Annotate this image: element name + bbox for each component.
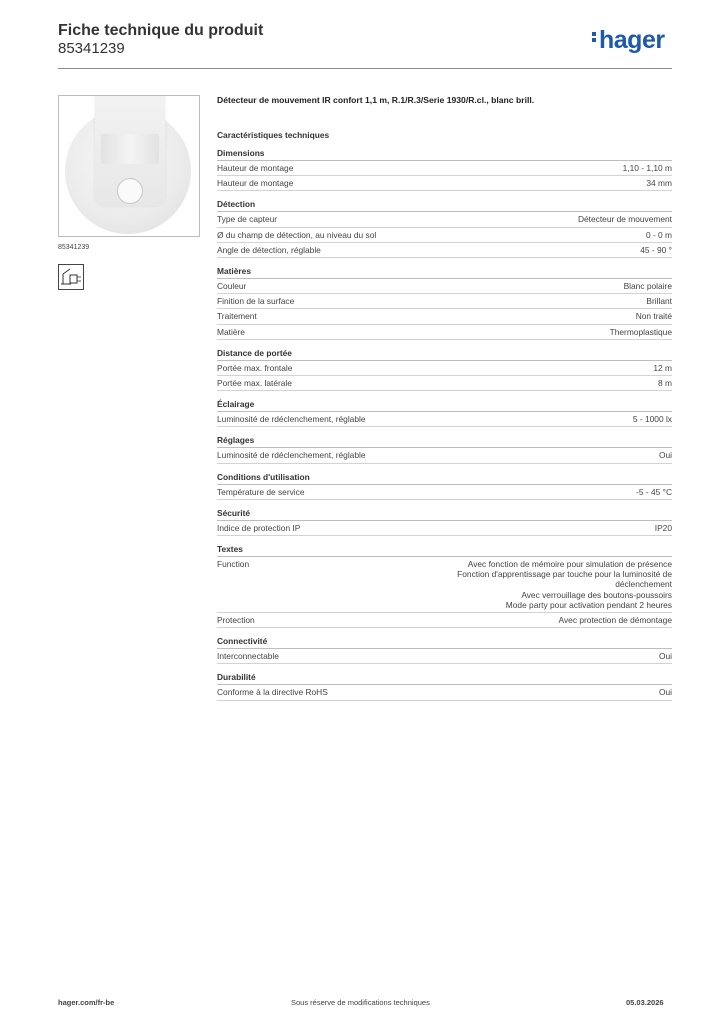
spec-row	[217, 294, 672, 309]
spec-value-line: Oui	[658, 450, 672, 461]
spec-row	[217, 325, 672, 340]
spec-value-line: Blanc polaire	[623, 281, 672, 292]
header-divider	[58, 68, 672, 69]
spec-label: Température de service	[217, 486, 305, 497]
spec-label: Hauteur de montage	[217, 163, 294, 173]
spec-value-line: Avec protection de démontage	[558, 615, 672, 626]
spec-label: Type de capteur	[217, 214, 278, 225]
spec-label: Matière	[217, 326, 245, 337]
spec-value-line: 34 mm	[646, 178, 672, 189]
spec-value-line: Fonction d'apprentissage par touche pour la luminosité de	[457, 569, 672, 580]
spec-label: Hauteur de montage	[217, 178, 294, 189]
logo-text: hager	[599, 26, 665, 54]
spec-value-line: -5 - 45 °C	[636, 486, 672, 497]
spec-value	[653, 363, 672, 373]
spec-value	[610, 327, 672, 337]
section-heading: Détection	[217, 199, 672, 212]
spec-value	[659, 687, 672, 697]
spec-label: Conforme à la directive RoHS	[217, 687, 328, 698]
spec-value-line: Non traité	[635, 311, 672, 322]
spec-row	[217, 485, 672, 500]
spec-value-line: 45 - 90 °	[640, 244, 672, 255]
spec-value-line: Oui	[658, 687, 672, 698]
spec-row	[217, 161, 672, 176]
product-number: 85341239	[58, 40, 125, 57]
spec-row	[217, 279, 672, 294]
spec-value	[578, 214, 672, 224]
spec-value-line: 12 m	[653, 362, 672, 373]
spec-label: Indice de protection IP	[217, 522, 301, 533]
section-heading: Textes	[217, 544, 672, 557]
section-heading: Distance de portée	[217, 348, 672, 361]
spec-heading: Caractéristiques techniques	[217, 130, 330, 140]
spec-label: Interconnectable	[217, 651, 279, 662]
spec-value-line: Avec verrouillage des boutons-poussoirs	[521, 589, 672, 600]
product-image-lens	[101, 134, 159, 164]
spec-row	[217, 613, 672, 628]
spec-row	[217, 412, 672, 427]
spec-value	[623, 163, 672, 173]
product-image	[58, 95, 200, 237]
footer-disclaimer: Sous réserve de modifications techniques	[291, 998, 430, 1007]
spec-value	[659, 651, 672, 661]
spec-label: Ø du champ de détection, au niveau du sol	[217, 229, 377, 240]
spec-value	[636, 311, 672, 321]
product-image-button	[117, 178, 143, 204]
wiring-symbol-icon	[58, 264, 84, 290]
spec-label: Portée max. frontale	[217, 362, 293, 373]
spec-label: Function	[217, 559, 250, 570]
spec-row	[217, 309, 672, 324]
spec-label: Luminosité de rdéclenchement, réglable	[217, 414, 366, 425]
footer-date: 05.03.2026	[626, 998, 664, 1007]
section-heading: Durabilité	[217, 672, 672, 685]
section-heading: Conditions d'utilisation	[217, 472, 672, 485]
spec-value-line: 0 - 0 m	[645, 229, 672, 240]
spec-label: Protection	[217, 615, 255, 626]
spec-row	[217, 448, 672, 463]
spec-row	[217, 557, 672, 613]
footer-website: hager.com/fr-be	[58, 998, 115, 1007]
spec-value-line: Détecteur de mouvement	[577, 214, 672, 225]
spec-value	[559, 615, 672, 625]
spec-row	[217, 685, 672, 700]
spec-value-line: Thermoplastique	[609, 326, 672, 337]
spec-value	[658, 378, 672, 388]
spec-value-line: Mode party pour activation pendant 2 heures	[505, 599, 672, 610]
spec-value-line: 1,10 - 1,10 m	[622, 163, 672, 173]
spec-value-line: 5 - 1000 lx	[632, 414, 672, 425]
spec-value	[640, 245, 672, 255]
hager-logo	[592, 26, 665, 55]
section-heading: Sécurité	[217, 508, 672, 521]
image-caption: 85341239	[58, 244, 90, 251]
spec-row	[217, 212, 672, 227]
spec-row	[217, 376, 672, 391]
section-heading: Réglages	[217, 435, 672, 448]
spec-value	[646, 296, 672, 306]
spec-value-line: déclenchement	[615, 579, 672, 590]
spec-value	[636, 487, 672, 497]
spec-value-line: Brillant	[646, 296, 672, 307]
spec-value	[633, 414, 672, 424]
page-title: Fiche technique du produit	[58, 22, 264, 39]
spec-value	[457, 559, 672, 610]
section-heading: Matières	[217, 266, 672, 279]
spec-row	[217, 361, 672, 376]
spec-label: Finition de la surface	[217, 296, 295, 307]
spec-label: Luminosité de rdéclenchement, réglable	[217, 450, 366, 461]
spec-label: Angle de détection, réglable	[217, 244, 321, 255]
spec-label: Traitement	[217, 311, 257, 322]
spec-row	[217, 243, 672, 258]
spec-value	[659, 450, 672, 460]
spec-sections	[217, 148, 672, 701]
spec-value	[655, 523, 672, 533]
spec-value-line: Avec fonction de mémoire pour simulation de présence	[467, 559, 672, 570]
spec-value	[646, 178, 672, 188]
spec-value-line: 8 m	[658, 378, 672, 389]
spec-label: Portée max. latérale	[217, 378, 292, 389]
spec-row	[217, 521, 672, 536]
spec-value-line: IP20	[654, 522, 672, 533]
spec-value-line: Oui	[658, 651, 672, 662]
section-heading: Connectivité	[217, 636, 672, 649]
spec-label: Couleur	[217, 281, 247, 292]
section-heading: Dimensions	[217, 148, 672, 161]
spec-content	[217, 95, 672, 701]
product-title: Détecteur de mouvement IR confort 1,1 m, R.1/R.3/Serie 1930/R.cl., blanc brill.	[217, 95, 535, 105]
logo-dots-icon	[592, 30, 597, 44]
spec-row	[217, 228, 672, 243]
spec-row	[217, 649, 672, 664]
spec-value	[624, 281, 672, 291]
section-heading: Éclairage	[217, 399, 672, 412]
spec-row	[217, 176, 672, 191]
spec-value	[646, 230, 672, 240]
